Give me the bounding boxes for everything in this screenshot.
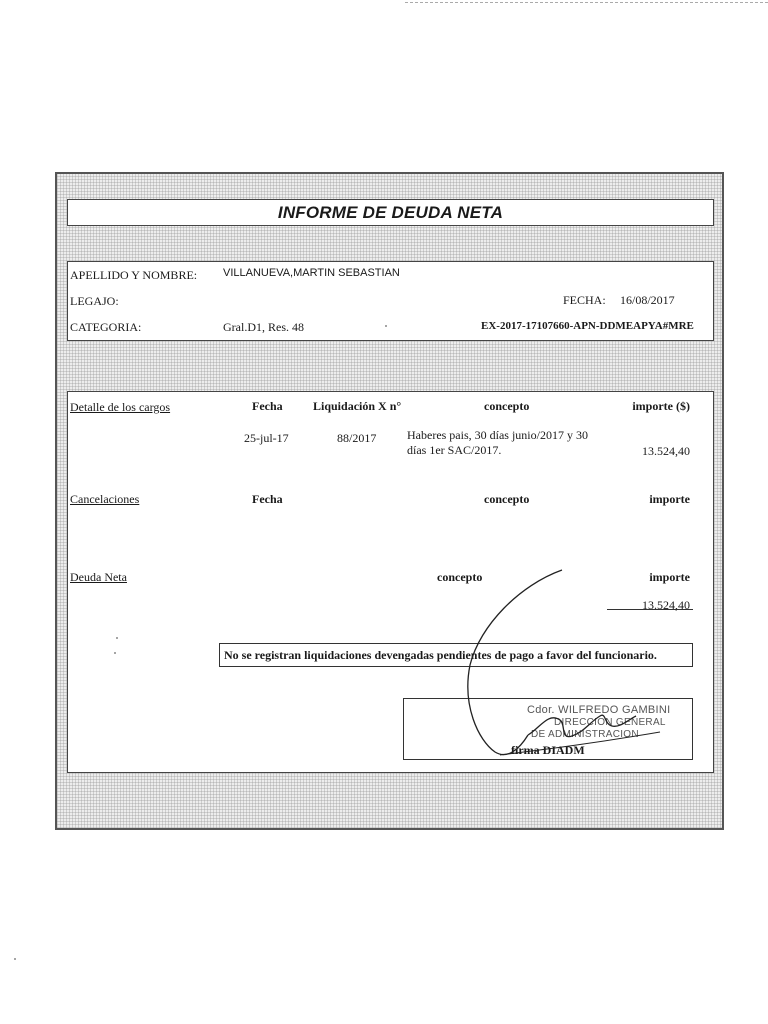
note-box — [219, 643, 693, 667]
name-label: APELLIDO Y NOMBRE: — [70, 268, 198, 282]
cargo-importe: 13.524,40 — [642, 444, 690, 458]
note-text: No se registran liquidaciones devengadas pendientes de pago a favor del funcionario. — [224, 648, 657, 662]
firma-label: firma DIADM — [511, 743, 585, 757]
fecha-label: FECHA: — [563, 293, 606, 307]
stamp-line-2: DIRECCION GENERAL — [554, 717, 666, 728]
cargos-col-concepto: concepto — [484, 399, 530, 413]
categoria-label: CATEGORIA: — [70, 320, 142, 334]
stamp-line-3: DE ADMINISTRACION — [531, 729, 639, 740]
deuda-neta-col-importe: importe — [649, 570, 690, 584]
deuda-neta-section-label: Deuda Neta — [70, 570, 127, 584]
legajo-label: LEGAJO: — [70, 294, 119, 308]
deuda-neta-total: 13.524,40 — [642, 598, 690, 612]
signature-box — [403, 698, 693, 760]
deuda-neta-col-concepto: concepto — [437, 570, 483, 584]
fecha-value: 16/08/2017 — [620, 293, 675, 307]
scan-speck — [114, 652, 116, 654]
report-title: INFORME DE DEUDA NETA — [277, 203, 504, 222]
name-value: VILLANUEVA,MARTIN SEBASTIAN — [223, 267, 400, 279]
cancelaciones-col-fecha: Fecha — [252, 492, 283, 506]
scan-speck — [14, 958, 16, 960]
total-underline — [607, 609, 693, 610]
title-box — [67, 199, 714, 226]
cargo-concepto-line2: días 1er SAC/2017. — [407, 443, 502, 457]
stamp-line-1: Cdor. WILFREDO GAMBINI — [527, 704, 671, 716]
cargos-col-liquidacion: Liquidación X n° — [313, 399, 402, 413]
cargos-col-fecha: Fecha — [252, 399, 283, 413]
categoria-value: Gral.D1, Res. 48 — [223, 320, 304, 334]
cargo-concepto-line1: Haberes pais, 30 días junio/2017 y 30 — [407, 428, 588, 442]
cargos-section-label: Detalle de los cargos — [70, 400, 171, 414]
cargos-col-importe: importe ($) — [632, 399, 690, 413]
cancelaciones-col-importe: importe — [649, 492, 690, 506]
cargo-liquidacion: 88/2017 — [337, 431, 377, 445]
expediente-number: EX-2017-17107660-APN-DDMEAPYA#MRE — [481, 320, 694, 332]
scan-edge-line — [405, 2, 768, 3]
scan-speck — [116, 637, 118, 639]
cargo-fecha: 25-jul-17 — [244, 431, 289, 445]
scan-speck — [385, 325, 387, 327]
cancelaciones-col-concepto: concepto — [484, 492, 530, 506]
cancelaciones-section-label: Cancelaciones — [70, 492, 140, 506]
